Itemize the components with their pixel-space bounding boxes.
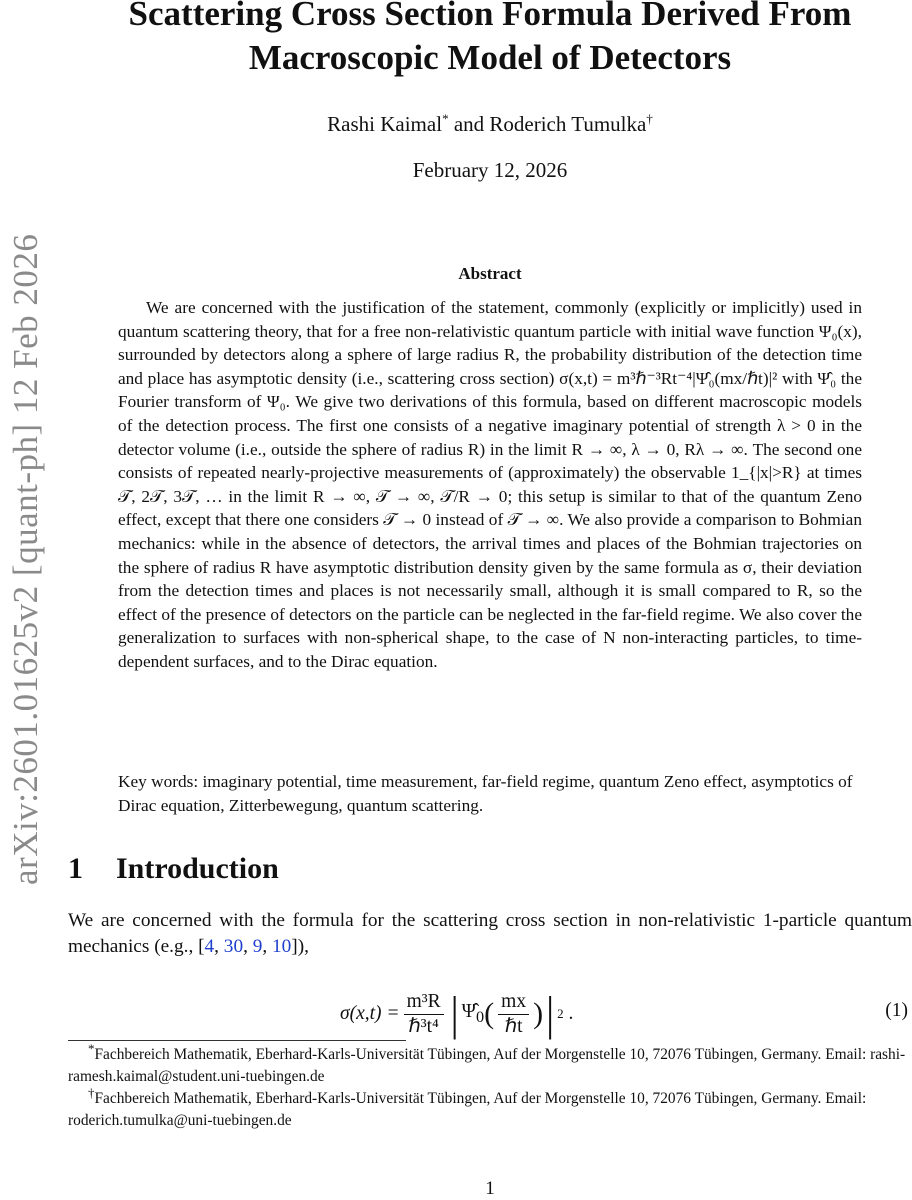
footnote-2 [68,1084,912,1132]
equation-inner-fraction [498,990,529,1039]
arxiv-identifier-stamp: arXiv:2601.01625v2 [quant-ph] 12 Feb 2026 [6,233,45,885]
equation-denominator: ℏ³t⁴ [408,1015,439,1037]
intro-text-end: ]), [291,936,309,957]
footnote-1-text: Fachbereich Mathematik, Eberhard-Karls-Universität Tübingen, Auf der Morgenstelle 10, 72076 Tübingen, Germany. Email: rashi-ramesh.kaimal@student.uni-tuebingen.de [68,1046,906,1085]
paper-title: Scattering Cross Section Formula Derived From Macroscopic Model of Detectors [128,0,852,77]
author-1-footnote-mark: * [442,111,449,126]
citation-link[interactable]: 30 [223,936,244,957]
author-separator: and [448,112,490,136]
footnote-divider [68,1040,406,1041]
paren-right: ) [533,997,544,1030]
footnotes [68,1040,912,1132]
author-2-footnote-mark: † [646,111,653,126]
citation-link[interactable]: 9 [252,936,263,957]
equation-numerator: m³R [404,990,444,1015]
footnote-2-text: Fachbereich Mathematik, Eberhard-Karls-Universität Tübingen, Auf der Morgenstelle 10, 72076 Tübingen, Germany. Email: roderich.tumulka@uni-tuebingen.de [68,1090,867,1129]
psi-hat-symbol: $\Psî_0$ [461,1001,485,1026]
section-number: 1 [68,852,83,885]
page-number: 1 [485,1178,495,1199]
equation-inner-denominator: ℏt [504,1015,523,1037]
author-2: Roderich Tumulka [489,112,647,136]
abs-bar-right: | [546,986,555,1041]
intro-paragraph: We are concerned with the formula for the scattering cross section in non-relativistic 1-particle quantum mechanics (e.g., [4, 30, 9, 10]), [68,910,912,957]
intro-text: We are concerned with the formula for the scattering cross section in non-relativistic 1-particle quantum mechanics (e.g., [ [68,910,912,957]
footnote-1 [68,1040,912,1088]
keywords: Key words: imaginary potential, time measurement, far-field regime, quantum Zeno effect, asymptotics of Dirac equation, Zitterbewegung, quantum scattering. [118,772,853,815]
section-heading [68,852,279,886]
equation-period: . [563,1003,574,1024]
citation-link[interactable]: 10 [272,936,292,957]
author-1: Rashi Kaimal [327,112,443,136]
equation-inner-numerator: mx [498,990,529,1015]
equation-lhs: σ(x,t) = [340,1003,400,1024]
paren-left: ( [484,997,495,1030]
abstract-text: We are concerned with the justification of the statement, commonly (explicitly or implicitly) used in quantum scattering theory, that for a free non-relativistic quantum particle with initial wave function Ψ₀(x), surrounded by detectors along a sphere of large radius R, the probability distribution of the detection time and place has asymptotic density (i.e., scattering cross section) σ(x,t) = m³ℏ⁻³Rt⁻⁴|Ψ̂₀(mx/ℏt)|² with Ψ̂₀ the Fourier transform of Ψ₀. We give two derivations of this formula, based on different macroscopic models of the detection process. The first one consists of a negative imaginary potential of strength λ > 0 in the detector volume (i.e., outside the sphere of radius R) in the limit R → ∞, λ → 0, Rλ → ∞. The second one consists of repeated nearly-projective measurements of (approximately) the observable 1_{|x|>R} at times 𝒯, 2𝒯, 3𝒯, … in the limit R → ∞, 𝒯 → ∞, 𝒯/R → 0; this setup is similar to that of the quantum Zeno effect, except that there one considers 𝒯 → 0 instead of 𝒯 → ∞. We also provide a comparison to Bohmian mechanics: while in the absence of detectors, the arrival times and places of the Bohmian trajectories on the sphere of radius R have asymptotic distribution density given by the same formula as σ, their deviation from the detection times and places is not necessarily small, although it is small compared to R, so the effect of the presence of detectors on the particle can be neglected in the far-field regime. We also cover the generalization to surfaces with non-spherical shape, to the case of N non-interacting particles, to time-dependent surfaces, and to the Dirac equation. [118,298,862,671]
equation-fraction [404,990,444,1039]
abstract-heading: Abstract [458,264,522,283]
citation-link[interactable]: 4 [204,936,215,957]
footnote-2-mark: † [88,1084,95,1100]
cross-section-equation: σ(x,t) = $\frac{\text{m³R}}{\text{ℏ³t⁴}}$ | $\Psî_0$ ( $\frac{mx}{\text{ℏt}}$ ) | 2 . [340,986,574,1041]
abs-bar-left: | [450,986,459,1041]
footnote-1-mark: * [88,1040,95,1056]
author-line [68,112,912,137]
paper-date: February 12, 2026 [412,158,568,182]
equation-number: (1) [885,1000,908,1021]
section-title: Introduction [116,852,279,885]
